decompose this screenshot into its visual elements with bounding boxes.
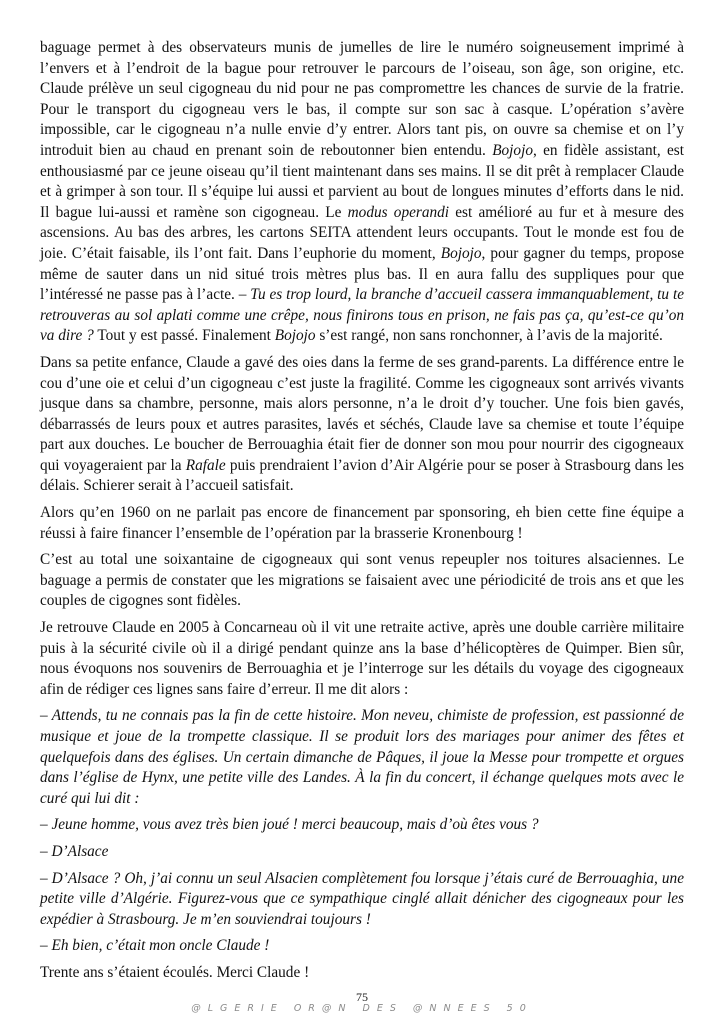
text: Tout y est passé. Finalement (93, 327, 275, 345)
text: Dans sa petite enfance, Claude a gavé des oies dans la ferme de ses grand-parents. La différence entre le cou d’une oie et celui d’un cigogneau c’est juste la fragilité. Comme les cigogneaux sont arrivés vivants jusque dans sa chambre, personne, mais alors personne, n’a le droit d’y toucher. Une fois bien gavés, débarrassés de leurs poux et autres parasites, lavés et séchés, Claude lave sa chemise et toute l’équipe part aux douches. Le boucher de Berrouaghia était fier de donner son mou pour nourrir des cigogneaux qui voyageraient par la (40, 353, 684, 474)
paragraph (40, 706, 684, 809)
italic-text: – Attends, tu ne connais pas la fin de cette histoire. Mon neveu, chimiste de profession, est passionné de musique et joue de la trompette classique. Il se produit lors des mariages pour animer des fêtes et quelquefois dans des églises. Un certain dimanche de Pâques, il joue la Messe pour trompette et orgues dans l’église de Hynx, une petite ville des Landes. À la fin du concert, il échange quelques mots avec le curé qui lui dit : (40, 707, 684, 807)
paragraph (40, 503, 684, 544)
text: Trente ans s’étaient écoulés. Merci Claude ! (40, 963, 310, 981)
italic-text: Bojojo (440, 244, 482, 262)
text: C’est au total une soixantaine de cigogneaux qui sont venus repeupler nos toitures alsaciennes. Le baguage a permis de constater que les migrations se faisaient avec une périodicité de trois ans et que les couples de cigognes sont fidèles. (40, 551, 684, 610)
italic-text: Tu es trop lourd, la branche d’accueil cassera immanquablement, tu te retrouveras au sol aplati comme une crêpe, nous finirons tous en prison, ne fais pas ça, qu’est-ce qu’on va dire ? (40, 286, 684, 345)
paragraph (40, 38, 684, 347)
paragraph (40, 869, 684, 931)
text: est amélioré au fur et à mesure des ascensions. Au bas des arbres, les cartons SEITA attendent leurs occupants. Tout le monde est fou de joie. C’était faisable, ils l’ont fait. Dans l’euphorie du moment, (40, 203, 684, 262)
italic-text: modus operandi (347, 203, 450, 221)
paragraph (40, 936, 684, 957)
italic-text: – Eh bien, c’était mon oncle Claude ! (40, 937, 270, 955)
italic-text: Rafale (185, 456, 226, 474)
text: , pour gagner du temps, propose même de sauter dans un nid situé trois mètres plus bas. Il en aura fallu des suppliques pour que l’intéressé ne passe pas à l’acte. – (40, 244, 685, 304)
paragraph (40, 618, 684, 700)
italic-text: – Jeune homme, vous avez très bien joué ! merci beaucoup, mais d’où êtes vous ? (40, 816, 539, 834)
text: puis prendraient l’avion d’Air Algérie pour se poser à Strasbourg dans les délais. Schierer serait à l’accueil satisfait. (40, 456, 684, 495)
text: s’est rangé, non sans ronchonner, à l’avis de la majorité. (315, 327, 663, 345)
italic-text: Bojojo (492, 141, 533, 159)
text: Je retrouve Claude en 2005 à Concarneau où il vit une retraite active, après une double carrière militaire puis à la sécurité civile où il a dirigé pendant quinze ans la base d’hélicoptères de Quimper. Bien sûr, nous évoquons nos souvenirs de Berrouaghia et je l’interroge sur les détails du voyage des cigogneaux afin de rédiger ces lignes sans faire d’erreur. Il me dit alors : (40, 619, 684, 698)
paragraph (40, 842, 684, 863)
paragraph (40, 550, 684, 612)
running-footer-title: @LGERIE OR@N DES @NNEES 50 (191, 1003, 533, 1014)
paragraph (40, 353, 684, 497)
italic-text: – D’Alsace ? Oh, j’ai connu un seul Alsacien complètement fou lorsque j’étais curé de Berrouaghia, une petite ville d’Algérie. Figurez-vous que ce sympathique cinglé allait dénicher des cigogneaux pour les expédier à Strasbourg. Je m’en souviendrai toujours ! (40, 869, 684, 928)
text: , en fidèle assistant, est enthousiasmé par ce jeune oiseau qu’il tient maintenant dans ses mains. Il se dit prêt à remplacer Claude et à grimper à son tour. Il s’équipe lui aussi et parvient au bout de longues minutes d’efforts dans le nid. Il bague lui-aussi et ramène son cigogneau. Le (40, 141, 684, 221)
italic-text: – D’Alsace (40, 842, 109, 860)
text: baguage permet à des observateurs munis de jumelles de lire le numéro soigneusement imprimé à l’envers et à l’endroit de la bague pour retrouver le parcours de l’oiseau, son âge, son origine, etc. Claude prélève un seul cigogneau du nid pour ne pas compromettre les chances de survie de la fratrie. Pour le transport du cigogneau vers le bas, il compte sur son sac à casque. L’opération s’avère impossible, car le cigogneau n’a nulle envie d’y entrer. Alors tant pis, on ouvre sa chemise et on l’y introduit bien au chaud en prenant soin de reboutonner bien entendu. (40, 39, 684, 159)
text: Alors qu’en 1960 on ne parlait pas encore de financement par sponsoring, eh bien cette fine équipe a réussi à faire financer l’ensemble de l’opération par la brasserie Kronenbourg ! (40, 504, 684, 542)
document-body (40, 38, 684, 990)
italic-text: Bojojo (274, 327, 316, 345)
page-number: 75 (356, 990, 368, 1004)
paragraph (40, 963, 684, 984)
paragraph (40, 815, 684, 836)
